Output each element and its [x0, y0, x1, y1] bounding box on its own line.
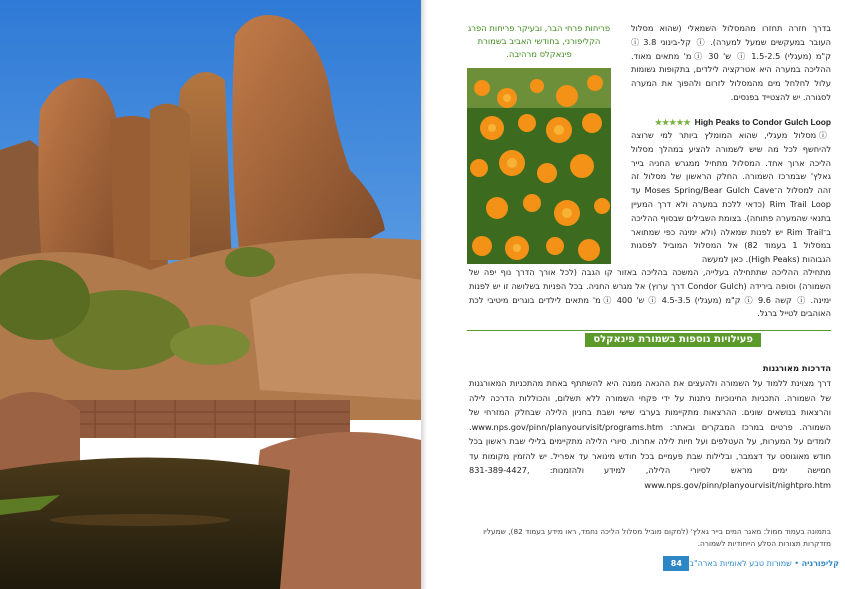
text-page	[427, 0, 845, 589]
section-title: פעילויות נוספות בשמורת פינאקלס	[585, 333, 761, 347]
trail-heading	[631, 117, 831, 127]
footer-state: קליפורניה	[801, 559, 839, 568]
nightpro-url[interactable]: www.nps.gov/pinn/planyourvisit/nightpro.htm	[644, 479, 831, 490]
page-footer	[663, 556, 845, 571]
activities-text-2: לומדים על המערות, על העטלפים ועל חיות לילה אחרות. סיורי הלילה מתקיימים בלילי שבת ראשון בכל חודש מאוגוסט עד דצמבר, ובלילות שבת פעמיים בכל חודש מינואר עד אפריל. יש להזמין מקומות עד חמישה ימים מראש לסיורי הלילה, למידע ולהזמנות:	[469, 436, 831, 475]
photo-footnote: בתמונה בעמוד ממול: מאגר המים בייר גאלץ' (למקום מוביל מסלול הליכה נחמד, ראו מידע בעמוד 82), שמעליו מזדקרות תצורות הסלע הייחודיות לשמורה.	[483, 527, 831, 548]
intro-paragraph: בדרך חזרה תחזרו מהמסלול השמאלי (שהוא מסלול העובר במעקשים שמעל למערה). ⓘ קל-בינוני ⓘ 3.8 ק"מ (מעגלי) ⓘ 1.5-2.5 ש' ⓘ 30 מ' מתאים מאוד. ההליכה במערה היא אטרקציה לילדים, בתקופות גשומות עלול לחלחל מים מהמסלול לזרום ולהפוך את המערה לסגורה. יש להצטייד בפנסים.	[631, 23, 832, 102]
activities-text: דרך מצוינת ללמוד על השמורה ולהעצים את ההנאה ממנה היא להשתתף באחת מהתכניות המאורגנות של השמורה. התכניות החינוכיות ניתנות על ידי פקחי השמורה ללא תשלום, והכוללות הדרכה לילה והרצאות בנושאים שונים. ההרצאות מתקיימות בערבי שישי ושבת בחניון הלילה שבחלק המזרחי של השמורה. פרטים במרכז המבקרים ובאתר:	[469, 378, 831, 432]
footer-book-title: שמורות טבע לאומיות בארה"ב	[689, 559, 792, 568]
subsection-heading: הדרכות מאורגנות	[762, 363, 831, 373]
section-banner	[467, 330, 831, 349]
rock-formation-photo	[0, 0, 421, 589]
photo-caption: פריחות פרחי הבר, ובעיקר פריחות הפרג הקליפורני, בחודשי האביב בשמורת פינאקלס מרהיבה.	[467, 23, 611, 60]
trail-description-continued: מתחילה ההליכה שתתחילה בעלייה, המשכה בהליכה באזור קו הגבה (לכל אורך הדרך נוף יפה של השמורה) וסופה בירידה (Condor Gulch דרך ערוץ) אל מגרש החניה. בכל הפניות בשלושה זו יש לפנות ימינה. ⓘ קשה ⓘ 9.6 ק"מ (מעגלי) ⓘ 4.5-3.5 ש' ⓘ 400 מ' מתאים לילדים בוגרים מיטיבי לכת האוהבים לטייל ברגל.	[469, 267, 831, 319]
rating-stars: ★★★★★	[654, 117, 691, 127]
programs-url[interactable]: www.nps.gov/pinn/planyourvisit/programs.htm	[471, 421, 664, 432]
sidebar	[467, 22, 611, 264]
phone-number: 831-389-4427	[469, 465, 528, 475]
poppies-photo	[467, 68, 611, 264]
activities-paragraph: דרך מצוינת ללמוד על השמורה ולהעצים את ההנאה ממנה היא להשתתף באחת מהתכניות המאורגנות של השמורה. התכניות החינוכיות ניתנות על ידי פקחי השמורה ללא תשלום, והכוללות הדרכה לילה והרצאות בנושאים שונים. ההרצאות מתקיימות בערבי שישי ושבת בחניון הלילה שבחלק המזרחי של השמורה. פרטים במרכז המבקרים ובאתר: www.nps.gov/pinn/planyourvisit/programs.htm. לומדים על המערות, על העטלפים ועל חיות לילה אחרות. סיורי הלילה מתקיימים בלילי שבת ראשון בכל חודש מאוגוסט עד דצמבר, ובלילות שבת פעמיים בכל חודש מינואר עד אפריל. יש להזמין מקומות עד חמישה ימים מראש לסיורי הלילה, למידע ולהזמנות: 831-389-4427, www.nps.gov/pinn/planyourvisit/nightpro.htm	[469, 378, 831, 490]
running-head: קליפורניה • שמורות טבע לאומיות בארה"ב	[689, 559, 839, 568]
trail-description: ⓘ מסלול מעגלי, שהוא המומלץ ביותר למי שרוצה להיחשף לכל מה שיש לשמורה להציע במהלך מסלול הליכה ארוך אחד. המסלול מתחיל ממגרש החניה בייר גאלץ' שבמרכז השמורה. החלק הראשון של מסלול זה זהה למסלול ה־Moses Spring/Bear Gulch Cave עד Rim Trail Loop (כדאי ללכת במערה ולא דרך המעיין בתנאי שהמערה פתוחה). בצומת השבילים שבסוף ההליכה ב־Rim Trail יש לפנות שמאלה (ולא ימינה כפי שמתואר במסלול 1 בעמוד 82) אל המסלול המוביל לפסגות הגבוהות (High Peaks). כאן למעשה	[631, 130, 832, 265]
page-number: 84	[663, 556, 689, 571]
trail-name: High Peaks to Condor Gulch Loop	[694, 117, 831, 127]
